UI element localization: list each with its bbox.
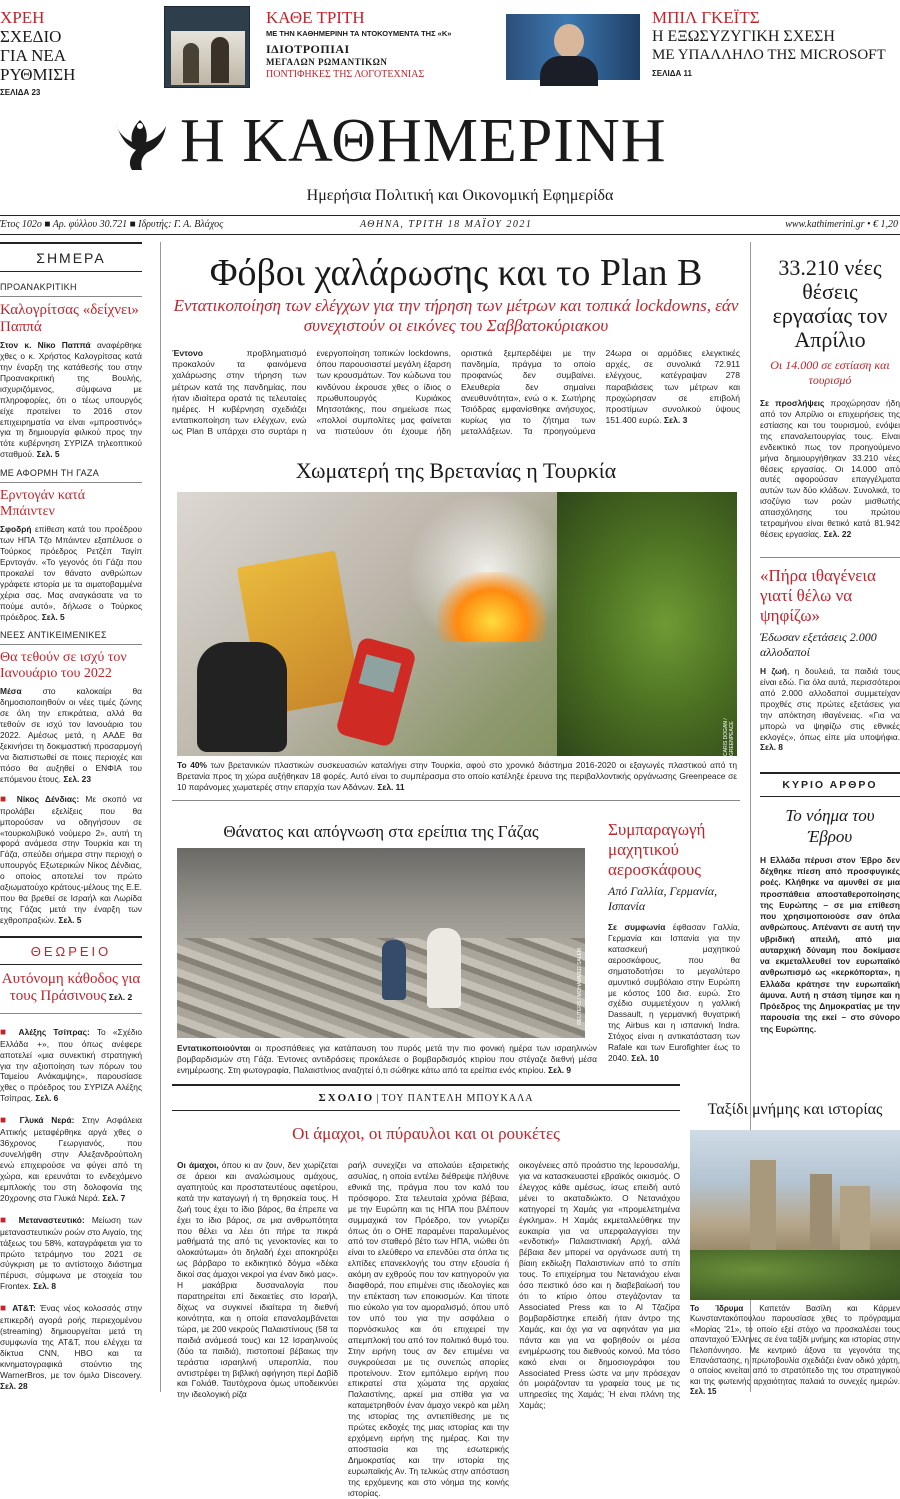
scholio-author: ΤΟΥ ΠΑΝΤΕΛΗ ΜΠΟΥΚΑΛΑ (381, 1093, 534, 1104)
editorial-body: Η Ελλάδα πέρυσι στον Έβρο δεν δέχθηκε πίεση από προσφυγικές ροές. Κλήθηκε να αμυνθεί σε μια προσπάθεια αποσταθεροποίησης της Ευρώπης – σε μια επίθεση που χρησιμοποιούσε σαν όπλα ανθρώπους. Απέναντι σε αυτή την υβριδική απειλή, από μια αυταρχική δύναμη που δοκίμασε να εκμεταλλευθεί τον ευρωπαϊκό ανθρωπισμό ως «κερκόπορτα», η Ελλάδα κράτησε την ευρωπαϊκή άμυνα. Αυτή η στάση τίμησε και η Πρόεδρος της Δημοκρατίας με την παρουσία της εκεί – στο σύνορο της Ευρώπης. (760, 854, 900, 1034)
item-ref: Σελ. 23 (63, 773, 91, 784)
item-ref: Σελ. 5 (36, 449, 60, 460)
natives-subtitle: Έδωσαν εξετάσεις 2.000 αλλοδαποί (760, 630, 877, 659)
scholio-label: ΣΧΟΛΙΟ (318, 1092, 375, 1104)
issue-date: ΑΘΗΝΑ, ΤΡΙΤΗ 18 ΜΑΪΟΥ 2021 (360, 219, 533, 230)
teaser-right-line1: Η ΕΞΩΣΥΖΥΓΙΚΗ ΣΧΕΣΗ (652, 28, 835, 45)
trees (690, 1250, 900, 1300)
editorial-title: Το νόημα του Έβρου (785, 805, 875, 846)
teaser-right[interactable] (652, 8, 900, 79)
tower (810, 1174, 832, 1250)
aircraft-story[interactable]: Συμπαραγωγή μαχητικού αεροσκάφους Από Γαλλία, Γερμανία, Ισπανία Σε συμφωνία έφθασαν Γαλλία, Γερμανία και Ισπανία για την κατασκευή μαχητικού αεροσκάφους, που θα σηματοδοτήσει το μεγαλύτερο αμυντικό συμβόλαιο στην Ευρώπη με κόστος 100 δισ. ευρώ. Στο σχέδιο συμμετέχουν η γαλλική Dassault, η γερμανική θυγατρική της Airbus και η ισπανική Indra. Στόχος είναι η αντικατάσταση των Rafale και των Eurofighter έως το 2040. Σελ. 10 (608, 820, 740, 1064)
suit (540, 56, 598, 86)
tower (750, 1160, 776, 1250)
lead-subtitle: Εντατικοποίηση των ελέγχων για την τήρηση των μέτρων και τοπικά lockdowns, εάν συνεχιστούν οι εικόνες του Σαββατοκύριακου (173, 296, 739, 335)
item-ref: Σελ. 5 (41, 611, 65, 622)
editorial[interactable] (760, 772, 900, 1035)
turkey-headline: Χωματερή της Βρετανίας η Τουρκία (295, 458, 617, 483)
bushes (557, 492, 737, 756)
item-title: Καλογρίτσας «δείχνει» Παππά (0, 302, 139, 336)
item-title: Θα τεθούν σε ισχύ τον Ιανουάριο του 2022 (0, 650, 127, 682)
left-column (0, 242, 142, 1392)
photo-credit: CARIS DOGAN / GREENPEACE (722, 718, 735, 756)
scholio-title: Οι άμαχοι, οι πύραυλοι και οι ρουκέτες (292, 1124, 560, 1143)
item-lead: Μέσα (0, 686, 22, 697)
item-ref: Σελ. 5 (58, 914, 82, 925)
person-blue (382, 940, 406, 1000)
book-cover (164, 6, 250, 88)
item-label: ΠΡΟΑΝΑΚΡΙΤΙΚΗ (0, 282, 77, 293)
teaser-left-page: ΣΕΛΙΔΑ 23 (0, 88, 41, 97)
item-body: στο καλοκαίρι θα δημοσιοποιηθούν οι νέες τιμές ζώνης σε όλη την επικράτεια, αλλά θα τεθούν σε ισχύ τον Ιανουάριο του 2022. Αμέσως μετά, η ΑΑΔΕ θα ξεκινήσει τη δοκιμαστική προσαρμογή να διαπιστωθεί σε ποιες περιοχές και πόσο θα αυξηθεί ο ΕΝΦΙΑ του επόμενου έτους. (0, 686, 142, 784)
teaser-center-title2: ΜΕΓΑΛΩΝ ΡΩΜΑΝΤΙΚΩΝ (266, 56, 388, 67)
natives-headline: «Πήρα ιθαγένεια γιατί θέλω να ψηφίζω» (760, 566, 876, 625)
item-lead: Νίκος Δένδιας: (16, 793, 80, 804)
travel-photo (690, 1130, 900, 1300)
item-label: ΜΕ ΑΦΟΡΜΗ ΤΗ ΓΑΖΑ (0, 468, 99, 479)
logo-emblem (112, 112, 168, 172)
teaser-right-page: ΣΕΛΙΔΑ 11 (652, 69, 692, 78)
teaser-left-kicker: ΧΡΕΗ (0, 8, 45, 27)
scholio-header: ΣΧΟΛΙΟ | ΤΟΥ ΠΑΝΤΕΛΗ ΜΠΟΥΚΑΛΑ (318, 1092, 534, 1104)
teaser-left-line2: ΓΙΑ ΝΕΑ ΡΥΘΜΙΣΗ (0, 46, 76, 84)
fire (437, 572, 547, 642)
lead-body: Έντονο προβληματισμό προκαλούν τα φαινόμενα χαλάρωσης στην τήρηση των μέτρων κατά της πανδημίας, που ήταν ιδιαίτερα ορατά τις τελευταίες ημέρες. Η κυβέρνηση σχεδιάζει εντατικοποίηση των ελέγχων, ενώ ως Plan B υπάρχει στο συρτάρι η ενεργοποίηση τοπικών lockdowns, όπου παρουσιαστεί μεγάλη έξαρση των κρουσμάτων. Τον κώδωνα του κινδύνου έκρουσε χθες ο ίδιος ο πρωθυπουργός Κυριάκος Μητσοτάκης, που σημείωσε πως «πολλοί συμπολίτες μας φαίνεται να πιστεύουν ότι έχουμε ήδη οριστικά ξεμπερδέψει με την πανδημία, πράγμα το οποίο προφανώς δεν συμβαίνει. Ελευθερία δεν σημαίνει ανευθυνότητα», ενώ ο κ. Σωτήρης Τσιόδρας εμφανίσθηκε ανήσυχος, κυρίως για το ζήτημα των μεταλλάξεων. Τα προηγούμενα 24ωρα οι αρμόδιες ελεγκτικές αρχές, σε συνολικά 72.911 ελέγχους, κατέγραψαν 278 παραβιάσεις των μέτρων και προχώρησαν σε επιβολή προστίμων συνολικού ύψους 151.400 ευρώ. Σελ. 3 (172, 348, 740, 437)
turkey-caption: Το 40% των βρετανικών πλαστικών συσκευασιών καταλήγει στην Τουρκία, αφού στο χρονικό διάστημα 2016-2020 οι εξαγωγές πλαστικού από τη Βρετανία προς τη χώρα αυξήθηκαν 18 φορές. Αυτό είναι το συμπέρασμα στο οποίο κατέληξε έρευνα της περιβαλλοντικής οργάνωσης Greenpeace σε 10 παράνομες χωματερές στην επαρχία των Αδάνων. Σελ. 11 (177, 760, 737, 792)
teaser-center-kicker: ΚΑΘΕ ΤΡΙΤΗ (266, 8, 365, 27)
item-body: αναφέρθηκε χθες ο κ. Χρήστος Καλογρίτσας κατά την έναρξη της κατάθεσής του στην Προανακριτική της Βουλής, ισχυριζόμενος, σύμφωνα με πληροφορίες, ότι ο τέως υπουργός είχε προτείνει το 2016 στον επιχειρηματία να είναι «μπροστινός» για τη δημιουργία φιλικού προς την τότε κυβέρνηση ΣΥΡΙΖΑ τηλεοπτικού σταθμού. (0, 340, 142, 460)
phoenix-icon (112, 112, 168, 172)
masthead-title: Η ΚΑΘΗΜΕΡΙΝΗ (180, 107, 667, 175)
bullet-item[interactable]: ■ Μεταναστευτικό: Μείωση των μεταναστευτικών ροών στο Αιγαίο, της τάξεως του 58%, καταγράφεται για το πρώτο τετράμηνο του 2021 σε σύγκριση με το αντίστοιχο διάστημα πέρυσι, σύμφωνα με στοιχεία του Frontex. Σελ. 8 (0, 1214, 142, 1292)
travel-caption: Το Ίδρυμα Καπετάν Βασίλη και Κάρμεν Κωνσταντακόπουλου παρουσίασε χθες το πρόγραμμα «Μορίας '21», το οποίο εξεί στόχο να προσκαλέσει τους απανταχού Έλληνες σε ένα ταξίδι μνήμης και ιστορίας στην Πελοπόννησο. Με κεντρικό άξονα τα γεγονότα της Επανάστασης, η πρωτοβουλία σχεδιάζει έναν οδικό χάρτη, ο οποίος κινείται από το στρατόπεδο της του στρατηγικού και της φωτεινής αρχαιότητας παλαιά το συνεχές ημερών. Σελ. 15 (690, 1304, 900, 1397)
rubble (177, 938, 585, 1038)
teaser-center-title1: ΙΔΙΟΤΡΟΠΙΑΙ (266, 42, 350, 57)
jobs-story[interactable]: 33.210 νέες θέσεις εργασίας τον Απρίλιο Οι 14.000 σε εστίαση και τουρισμό Σε προσλήψεις προχώρησαν ήδη από τον Απρίλιο οι επιχειρήσεις της εστίασης και του τουρισμού, ενόψει της επαναλειτουργίας τους. Είναι ενδεικτικό πως τον προηγούμενο μήνα δημιουργήθηκαν 33.210 νέες θέσεις εργασίας. Οι 14.000 από αυτές αφορούσαν επαγγέλματα αυτών των δύο κλάδων. Συνολικά, το ισοζύγιο των ροών μισθωτής απασχόλησης του πρώτου τετραμήνου είναι θετικό κατά 81.942 θέσεις εργασίας. Σελ. 22 (760, 255, 900, 540)
gaza-photo (177, 848, 585, 1038)
jobs-headline: 33.210 νέες θέσεις εργασίας τον Απρίλιο (772, 255, 888, 352)
item-title: Ερντογάν κατά Μπάιντεν (0, 488, 86, 520)
item-body: Με σκοπό να προλάβει εξελίξεις που θα μπορούσαν να οδηγήσουν σε «τουρκολιβυκό νούμερο 2», αυτή τη φορά ανάμεσα στην Τουρκία και τη Γάζα, σπεύδει σήμερα στην περιοχή ο υπουργός Εξωτερικών Νίκος Δένδιας, ο οποίος αποτελεί τον πρώτο αξιωματούχο κράτους-μέλους της Ε.Ε. που θα βρεθεί σε Ισραήλ και Λωρίδα της Γάζας μετά την έναρξη των εχθροπραξιών. (0, 793, 142, 925)
left-item-2[interactable] (0, 468, 142, 622)
book-cover-figure (183, 43, 199, 83)
person-white (427, 928, 461, 1008)
theoreio-header: ΘΕΩΡΕΙΟ (30, 943, 112, 959)
gaza-caption: Εντατικοποιούνται οι προσπάθειες για κατάπαυση του πυρός μετά την πιο φονική ημέρα των ισραηλινών βομβαρδισμών στη Γάζα. Έντονες αντιδράσεις προκάλεσε ο βομβαρδισμός κτιρίου που στέγαζε διεθνή μέσα ενημέρωσης. Στη φωτογραφία, Παλαιστίνιος αναζητεί ό,τι σώθηκε κάτω από τα ερείπια ενός κτιρίου. Σελ. 9 (177, 1043, 597, 1075)
bullet-item[interactable]: ■ Αλέξης Τσίπρας: Το «Σχέδιο Ελλάδα +», που όπως ανέφερε αποτελεί «μια συνεκτική στρατηγική για την αξιοποίηση των πόρων του Ταμείου Ανάκαμψης», παρουσίασε χθες ο πρόεδρος του ΣΥΡΙΖΑ Αλέξης Τσίπρας. Σελ. 6 (0, 1026, 142, 1104)
item-body: επίθεση κατά του προέδρου των ΗΠΑ Τζο Μπάιντεν εξαπέλυσε ο Τούρκος πρόεδρος Ρετζέπ Ταγίπ Ερντογάν. «Το γεγονός ότι Γάζα που προκαλεί τον θάνατο ανθρώπων γράφετε ιστορία με τα αιματοβαμμένα χέρια σας. Μας αναγκάσατε να το πούμε αυτό», δήλωσε ο Τούρκος πρόεδρος. (0, 524, 142, 622)
lead-story[interactable] (172, 252, 740, 437)
issue-info: Έτος 102ο ■ Αρ. φύλλου 30.721 ■ Ιδρυτής: Γ. Α. Βλάχος (0, 219, 224, 230)
lead-headline: Φόβοι χαλάρωσης και το Plan B (209, 252, 703, 294)
theoreio-ref: Σελ. 2 (108, 991, 133, 1002)
aircraft-subtitle: Από Γαλλία, Γερμανία, Ισπανία (608, 884, 718, 913)
tower (840, 1186, 870, 1250)
gaza-headline: Θάνατος και απόγνωση στα ερείπια της Γάζας (223, 822, 539, 841)
bullet-item[interactable]: ■ Γλυκά Νερά: Στην Ασφάλεια Αττικής μεταφέρθηκε αργά χθες ο 36χρονος Γεωργιανός, που συνελήφθη στην Αλεξανδρούπολη ενώ επιχειρούσε να φύγει από τη χώρα, και ερευνάται το ενδεχόμενο εμπλοκής του στη δολοφονία της 20χρονης στα Γλυκά Νερά. Σελ. 7 (0, 1115, 142, 1203)
face (554, 24, 584, 58)
left-item-1[interactable] (0, 282, 142, 460)
bill-gates-photo (506, 14, 640, 80)
theoreio-title: Αυτόνομη κάθοδος για τους Πράσινους (1, 970, 141, 1004)
jobs-subtitle: Οι 14.000 σε εστίαση και τουρισμό (770, 358, 890, 387)
item-label: ΝΕΕΣ ΑΝΤΙΚΕΙΜΕΝΙΚΕΣ (0, 630, 107, 641)
bullet-item[interactable]: ■ AT&T: Ένας νέος κολοσσός στην επικερδή αγορά ροής περιεχομένου (streaming) δημιουργείται μετά τη συμφωνία της AT&T, που ελέγχει τα δίκτυα CNN, HBO και τα κινηματογραφικά στούντιο της WarnerBros, με τον όμιλο Discovery. Σελ. 28 (0, 1303, 142, 1391)
bullet-list (0, 1026, 142, 1392)
teaser-left-line1: ΣΧΕΔΙΟ (0, 27, 62, 46)
item-lead: Σφοδρή (0, 524, 32, 535)
book-cover-figure (211, 37, 229, 83)
masthead-subtitle: Ημερήσια Πολιτική και Οικονομική Εφημερίδα (306, 187, 614, 204)
photo-credit: REUTERS / MOHAMMED SALEM (576, 948, 583, 1025)
scholio-body: Οι άμαχοι, όπου κι αν ζουν, δεν χωρίζεται σε άρειοι και αναλώσιμους αμάχους, αγαπητούς και προστατευτέους αφετέρου, κατά την καταγωγή ή τη θρησκεία τους. Η ζωή τους έχει το ίδιο βάρος, θα έπρεπε να έχει το ίδιο βάρος, σε μια ανθρωπότητα που θέλει να λέει ότι πήρε τα πικρά μαθήματά της από τις γενοκτονίες και το ολοκαύτωμα» ότι δηλαδή έχει αποκηρύξει ως βάρβαρο το εκδικητικό δόγμα «δέκα δικοί σας άμαχοι νεκροί για έναν δικό μας». Η μακάβρια δυσαναλογία που παρατηρείται επί δεκαετίες στο Ισραήλ, δίχως να συγκινεί ιδιαίτερα τη διεθνή κοινότητα, και η οποία επαναλαμβάνεται τώρα, με 200 νεκρούς Παλαιστίνιους (58 τα παιδιά ανάμεσά τους) και 12 Ισραηλινούς (δύο τα παιδιά), πιστοποιεί βέβαιως την τεράστια ισραηλινή υπεροπλία, που αντιστρέφει τη βιβλική αφήγηση περί Δαβίδ και Γολιάθ. Ταυτόχρονα όμως υποδεικνύει την ιδεολογική ρίζα ραήλ συνεχίζει να απολαύει εξαιρετικής ασυλίας, η οποία εντέλει διέθρεψε πλήθυνε εθνικά της, πράγμα που τον καλό του πρόσφορο. Στα τελευταία χρόνια βέβαια, με την Ευρώπη και τις ΗΠΑ που βλέπουν συμμαχικά τον Πρόεδρο, τον γνωρίζει όπως ότι ο ΟΗΕ παραμένει παραλυμένος από τον σταθερό βέτο των ΗΠΑ, νιώθει ότι είναι το ελεύθερο να επενδύει στα όπλα τις ελπίδες επανεκλογής του στην εξουσία ή ακόμη αν εχθρούς που τον κατηγορούν για διαφθορά, που επιμένει στις ιδεολογίες και την επέκταση των εποικισμών. Και τίποτε πιο εύκολο για τον αμοραλισμό, όπου υπό τον υπό του για την ασφάλεια ο πορνόσκυλος και ότι επιχειρεί την απεμπλοκή του από τον πολιτικό θυμό του. Στην ειρήνη τους αν δεν επιμένει να συγκρούεσαι με τις συνεπώς απορίες προτείνουν. Στον εμπόλεμο ειρήνη που επικρατεί στα χώματα της αρχαίας Παλαιστίνης, αρκεί μια σπίθα για να καταμετρηθούν έναν άμαχο νεκρό και μέλη της ιστορίας της αντιεπίθεσης με τις πρώτες εκδοχές της μιας ιστορίας και την ερχόμενη ειρήνη της ημέρας. Και την αποστασία και της εσωτερικής Δημοκρατίας και την ιστορία της ευρωπαϊκής Αν. Τη τελικώς στην απόσταση της ερχόμενης και στο νόημα της κοινής ιστορίας. οικογένειες από προάστιο της Ιερουσαλήμ, για να κατασκευαστεί εβραϊκός οικισμός. Ο έλεγχος κάθε αμέσως, ίσως επειδή αυτό μένει το ακαταδιώκτο. Ο Νετανιάχου κατηγορεί τη Χαμάς για «προμελετημένα έγκλημα». Η Χαμάς εκμεταλλεύθηκε την ευκαιρία για να υπερφαλαγγίσει την «ενδοτική» Παλαιστινιακή Αρχή, αλλά βέβαια δεν μπορεί να οργάνωσε αυτή τη βίαιη εκδίωξη Παλαιστινίων από το σπίτι τους. Το επιχείρημα του Νετανιάχου είναι όσο πειστικό όσο και η διαβεβαίωσή του ότι το κτίριο όπου στεγάζονταν τα Associated Press και το Al Τζαζίρα βομβαρδίστηκε επειδή ήταν άντρο της Χαμάς, και όχι για να αφηνόταν για μια πάντα και για να φοβηθούν οι μέσα ενημέρωσης του διεθνούς κοινού. Μα τόσο κακό είναι οι δημοσιογράφοι του Associated Press ώστε να μην πρόσεχαν ότι μοιράζονταν τα γραφεία τους με τις υπηρεσίες της Χαμάς; Ή είναι πλάνη της Χαμάς; (177, 1160, 680, 1498)
teaser-right-kicker: ΜΠΙΛ ΓΚΕΪΤΣ (652, 8, 760, 27)
teaser-center-sub: ΜΕ ΤΗΝ ΚΑΘΗΜΕΡΙΝΗ ΤΑ ΝΤΟΚΟΥΜΕΝΤΑ ΤΗΣ «Κ» (266, 29, 452, 38)
travel-headline: Ταξίδι μνήμης και ιστορίας (707, 1101, 883, 1118)
website-price: www.kathimerini.gr • € 1,20 (785, 219, 898, 230)
teaser-right-line2: ΜΕ ΥΠΑΛΛΗΛΟ ΤΗΣ MICROSOFT (652, 47, 886, 63)
teaser-center[interactable] (266, 8, 491, 81)
theoreio-item[interactable] (0, 971, 142, 1005)
editorial-header: ΚΥΡΙΟ ΑΡΘΡΟ (782, 779, 878, 791)
gloved-hand (197, 642, 287, 752)
teaser-center-title3: ΠΟΝΤΙΦΗΚΕΣ ΤΗΣ ΛΟΓΟΤΕΧΝΙΑΣ (266, 68, 425, 80)
item-lead: Στον κ. Νίκο Παππά (0, 340, 91, 351)
natives-story[interactable]: «Πήρα ιθαγένεια γιατί θέλω να ψηφίζω» Έδωσαν εξετάσεις 2.000 αλλοδαποί Η ζωή, η δουλειά, τα παιδιά τους είναι εδώ. Για όλα αυτά, περισσότεροι από 2.000 αλλοδαποί συμμετείχαν προχθές στις πρώτες εξετάσεις για την απόκτηση ιθαγένειας. «Για να μπορώ να ψηφίζω στις εθνικές εκλογές», όπως είπε μία υποψήφια. Σελ. 8 (760, 566, 900, 753)
left-item-4[interactable]: ■ Νίκος Δένδιας: Με σκοπό να προλάβει εξελίξεις που θα μπορούσαν να οδηγήσουν σε «τουρκολιβυκό νούμερο 2», αυτή τη φορά ανάμεσα στην Τουρκία και τη Γάζα, σπεύδει σήμερα στην περιοχή ο υπουργός Εξωτερικών Νίκος Δένδιας, ο οποίος αποτελεί τον πρώτο αξιωματούχο κράτους-μέλους της Ε.Ε. που θα βρεθεί σε Ισραήλ και Λωρίδα της Γάζας μετά την έναρξη των εχθροπραξιών. Σελ. 5 (0, 793, 142, 925)
today-header: ΣΗΜΕΡΑ (36, 250, 106, 266)
left-item-3[interactable] (0, 630, 142, 784)
turkey-photo (177, 492, 737, 756)
teaser-left[interactable] (0, 8, 140, 98)
aircraft-headline: Συμπαραγωγή μαχητικού αεροσκάφους (608, 820, 706, 879)
